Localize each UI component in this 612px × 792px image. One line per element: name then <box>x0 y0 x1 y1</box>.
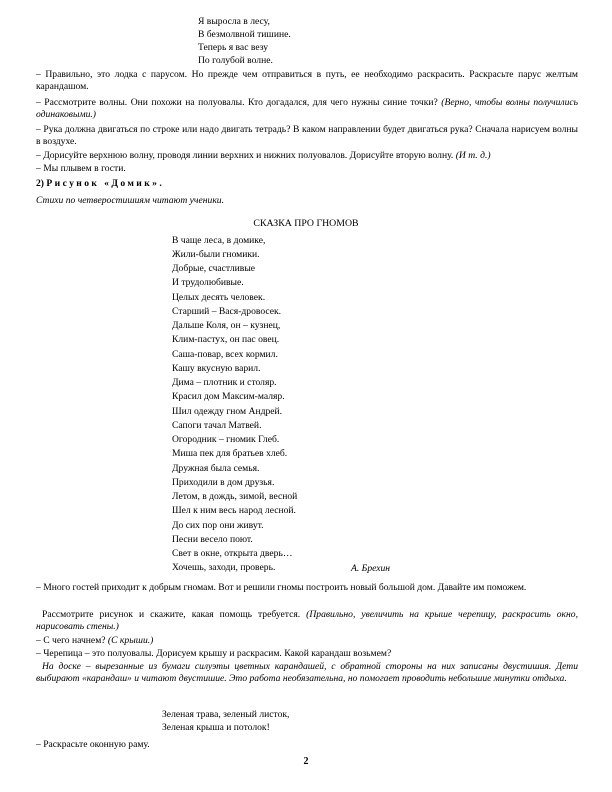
poem-line: Теперь я вас везу <box>198 42 269 53</box>
poem-line: Целых десять человек. <box>172 292 266 303</box>
paragraph-answer: (И т. д.) <box>455 150 491 161</box>
poem-line: Красил дом Максим-маляр. <box>172 391 285 402</box>
page-number: 2 <box>303 756 309 767</box>
paragraph-text: – Рассмотрите волны. Они похожи на полуовалы. Кто догадался, для чего нужны синие точки? <box>36 97 442 108</box>
poem-line: Шил одежду гном Андрей. <box>172 406 283 417</box>
section-heading <box>36 178 164 190</box>
paragraph-where-start <box>36 635 153 647</box>
paragraph-draw-wave <box>36 150 578 162</box>
reading-note: Стихи по четверостишиям читают ученики. <box>36 195 225 206</box>
poem-line: Старший – Вася-дровосек. <box>172 306 282 317</box>
tale-title: СКАЗКА ПРО ГНОМОВ <box>253 218 359 229</box>
poem-line: Приходили в дом друзья. <box>172 477 275 488</box>
poem-line: Сапоги тачал Матвей. <box>172 420 262 431</box>
poem-line: Хочешь, заходи, проверь. <box>172 562 276 573</box>
poem-line: Шел к ним весь народ лесной. <box>172 505 296 516</box>
paragraph-answer: (Правильно, увеличить на крыше черепицу, раскрасить окно, нарисовать стены.) <box>36 609 578 633</box>
paragraph-answer: (С крыши.) <box>107 635 154 646</box>
section-title: Рисунок «Домик». <box>46 178 165 189</box>
poem-line: До сих пор они живут. <box>172 520 264 531</box>
poem-line: По голубой волне. <box>198 55 273 66</box>
paragraph-waves <box>36 97 578 122</box>
poem-line: Клим-пастух, он пас овец. <box>172 334 280 345</box>
paragraph-hand: – Рука должна двигаться по строке или надо двигать тетрадь? В каком направлении будет двигаться рука? Сначала нарисуем волны в воздухе. <box>36 124 578 148</box>
poem-line: Зеленая крыша и потолок! <box>162 722 270 733</box>
paragraph-drawing-help <box>36 609 578 634</box>
poem-line: В чаще леса, в домике, <box>172 235 266 246</box>
poem-line: Жили-были гномики. <box>172 249 260 260</box>
paragraph-text: Рассмотрите рисунок и скажите, какая помощь требуется. <box>42 609 307 620</box>
poem-line: Добрые, счастливые <box>172 263 256 274</box>
poem-line: Я выросла в лесу, <box>198 16 270 27</box>
poem-line: Дальше Коля, он – кузнец, <box>172 320 281 331</box>
paragraph-window-frame: – Раскрасьте оконную раму. <box>36 739 150 750</box>
paragraph-tiles: – Черепица – это полуовалы. Дорисуем крышу и раскрасим. Какой карандаш возьмем? <box>36 648 392 659</box>
poem-line: Саша-повар, всех кормил. <box>172 349 278 360</box>
tale-author: А. Брехин <box>351 563 391 574</box>
poem-line: Летом, в дождь, зимой, весной <box>172 491 298 502</box>
poem-line: Зеленая трава, зеленый листок, <box>162 709 290 720</box>
paragraph-new-house: – Много гостей приходит к добрым гномам. Вот и решили гномы построить новый большой дом. Давайте им поможем. <box>36 582 527 593</box>
poem-line: Кашу вкусную варил. <box>172 363 261 374</box>
poem-line: Дружная была семья. <box>172 463 260 474</box>
section-number: 2) <box>36 178 47 189</box>
poem-line: В безмолвной тишине. <box>198 29 291 40</box>
paragraph-board-note: На доске – вырезанные из бумаги силуэты цветных карандашей, с обратной стороны на них записаны двустишия. Дети выбирают «карандаш» и читают двустишие. Это работа необязательна, но помогает проводить небольшие минутки отдыха. <box>36 661 578 685</box>
paragraph-text: – С чего начнем? <box>36 635 108 646</box>
poem-line: Миша пек для братьев хлеб. <box>172 448 288 459</box>
poem-line: Песни весело поют. <box>172 534 253 545</box>
poem-line: Огородник – гномик Глеб. <box>172 434 280 445</box>
poem-line: Дима – плотник и столяр. <box>172 377 277 388</box>
poem-line: Свет в окне, открыта дверь… <box>172 548 293 559</box>
paragraph-text: – Дорисуйте верхнюю волну, проводя линии верхних и нижних полуовалов. Дорисуйте вторую волну. <box>36 150 456 161</box>
paragraph-answer: (Верно, чтобы волны получились одинаковыми.) <box>36 97 578 121</box>
poem-line: И трудолюбивые. <box>172 277 244 288</box>
paragraph-sail: – Правильно, это лодка с парусом. Но прежде чем отправиться в путь, ее необходимо раскрасить. Раскрасьте парус желтым карандашом. <box>36 69 578 93</box>
paragraph-guests: – Мы плывем в гости. <box>36 163 126 174</box>
